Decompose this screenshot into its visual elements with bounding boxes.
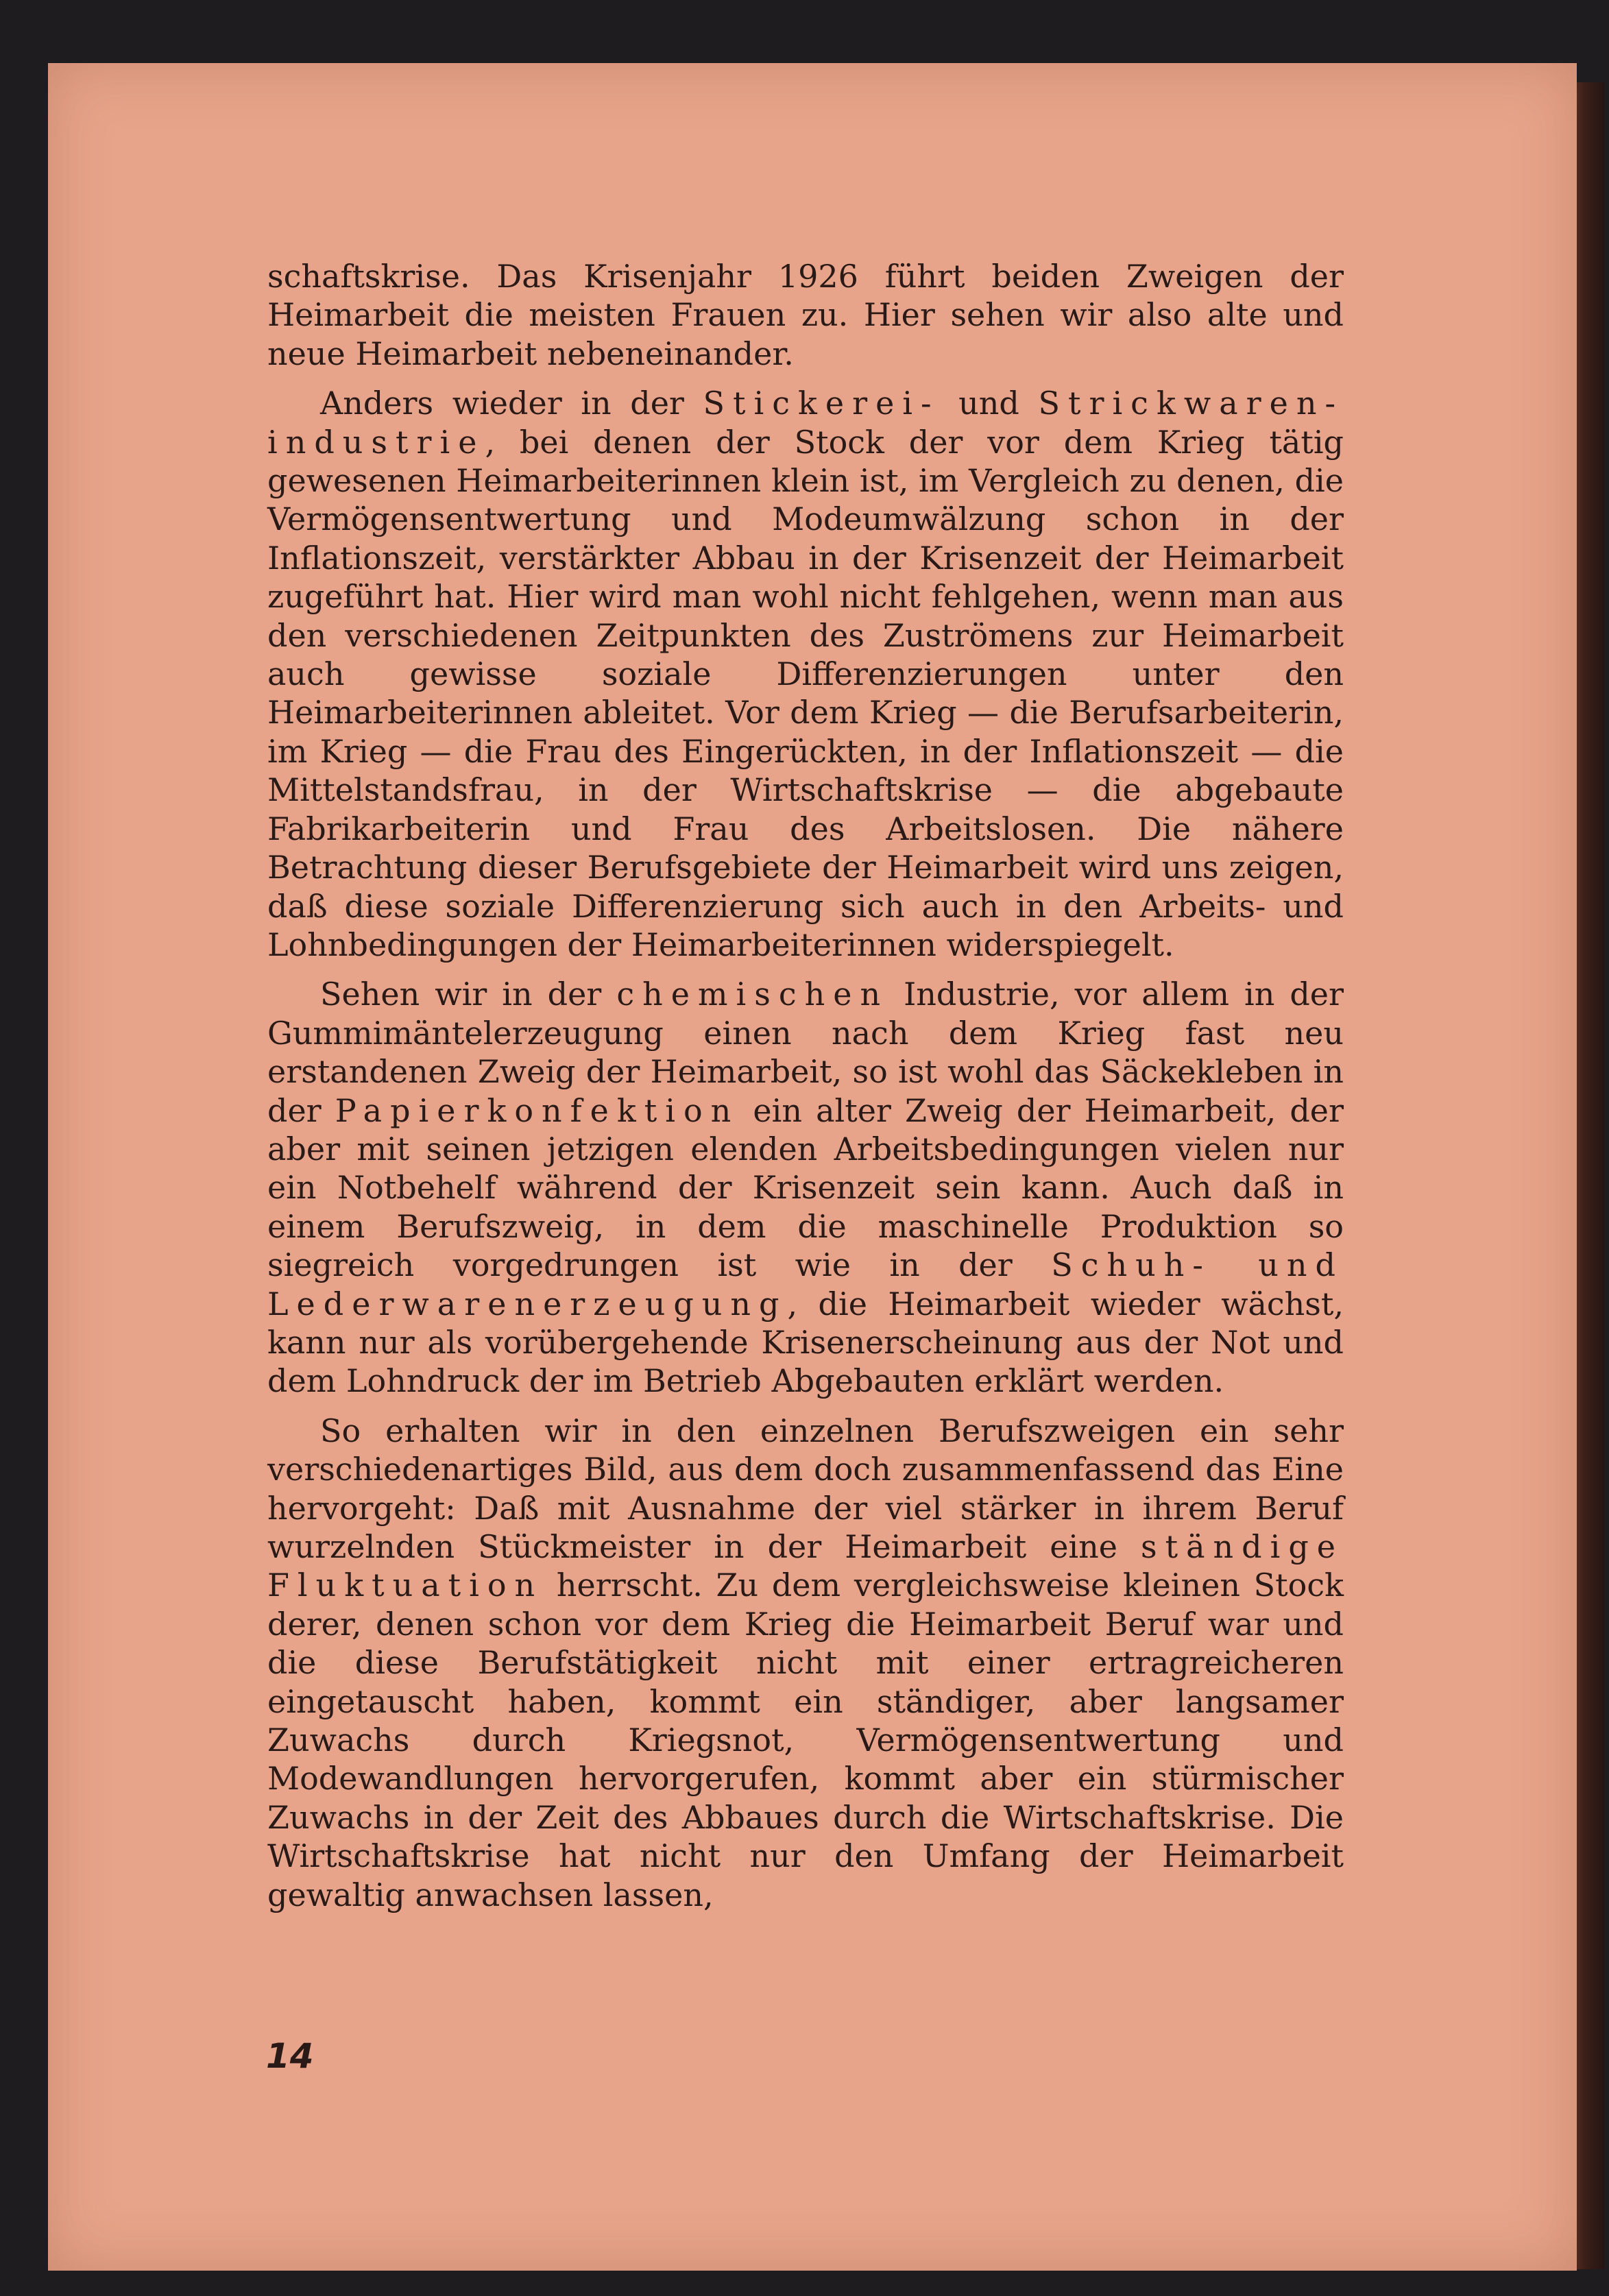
text-run: schaftskrise. Das Krisenjahr 1926 führt beiden Zweigen der Heimarbeit die meisten Frauen zu. Hier sehen wir also alte und neue Heimarbeit nebeneinander.: [267, 258, 1344, 372]
text-run: Industrie, vor allem in der Gummimäntelerzeugung einen nach dem Krieg fast neu erstandenen Zweig der Heimarbeit, so ist wohl das Säckekleben in der: [267, 976, 1344, 1129]
text-run: ein alter Zweig der Heimarbeit, der aber mit seinen jetzigen elenden Arbeitsbedingungen vielen nur ein Notbehelf während der Krisenzeit sein kann. Auch daß in einem Berufszweig, in dem die maschinelle Produktion so siegreich vorgedrungen ist wie in der: [267, 1091, 1344, 1284]
spaced-emphasis: Schuh- und Lederwarenerzeugung: [267, 1246, 1344, 1322]
text-run: herrscht. Zu dem vergleichsweise kleinen Stock derer, denen schon vor dem Krieg die Heimarbeit Beruf war und die diese Berufstätigkeit nicht mit einer ertragreicheren eingetauscht haben, kommt ein ständiger, aber langsamer Zuwachs durch Kriegsnot, Vermögensentwertung und Modewandlungen hervorgerufen, kommt aber ein stürmischer Zuwachs in der Zeit des Abbaues durch die Wirtschaftskrise. Die Wirtschaftskrise hat nicht nur den Umfang der Heimarbeit gewaltig anwachsen lassen,: [267, 1567, 1344, 1913]
text-run: , die Heimarbeit wieder wächst, kann nur als vorübergehende Krisenerscheinung aus der Not und dem Lohndruck der im Betrieb Abgebauten erklärt werden.: [267, 1285, 1344, 1400]
spaced-emphasis: ständige Fluktuation: [267, 1528, 1344, 1604]
spaced-emphasis: Papierkonfektion: [335, 1091, 740, 1129]
text-run: So erhalten wir in den einzelnen Berufszweigen ein sehr verschiedenartiges Bild, aus dem doch zusammenfassend das Eine hervorgeht: Daß mit Ausnahme der viel stärker in ihrem Beruf wurzelnden Stückmeister in der Heimarbeit eine: [267, 1412, 1344, 1565]
spaced-emphasis: Strickwaren-industrie: [267, 385, 1344, 461]
text-run: Anders wieder in der: [320, 385, 703, 422]
paragraph-4: [267, 1412, 1344, 1914]
paragraph-3: [267, 975, 1344, 1400]
text-run: und: [939, 385, 1039, 422]
text-run: , bei denen der Stock der vor dem Krieg tätig gewesenen Heimarbeiterinnen klein ist, im Vergleich zu denen, die Vermögensentwertung und Modeumwälzung schon in der Inflationszeit, verstärkter Abbau in der Krisenzeit der Heimarbeit zugeführt hat. Hier wird man wohl nicht fehlgehen, wenn man aus den verschiedenen Zeitpunkten des Zuströmens zur Heimarbeit auch gewisse soziale Differenzierungen unter den Heimarbeiterinnen ableitet. Vor dem Krieg — die Berufsarbeiterin, im Krieg — die Frau des Eingerückten, in der Inflationszeit — die Mittelstandsfrau, in der Wirtschaftskrise — die abgebaute Fabrikarbeiterin und Frau des Arbeitslosen. Die nähere Betrachtung dieser Berufsgebiete der Heimarbeit wird uns zeigen, daß diese soziale Differenzierung sich auch in den Arbeits- und Lohnbedingungen der Heimarbeiterinnen widerspiegelt.: [267, 423, 1344, 963]
spaced-emphasis: Stickerei-: [703, 385, 940, 422]
paragraph-1: [267, 257, 1344, 373]
paragraph-2: [267, 384, 1344, 964]
page-number: 14: [266, 2036, 314, 2076]
spaced-emphasis: chemischen: [616, 976, 889, 1013]
body-text: [267, 257, 1344, 1914]
text-run: Sehen wir in der: [320, 976, 617, 1013]
